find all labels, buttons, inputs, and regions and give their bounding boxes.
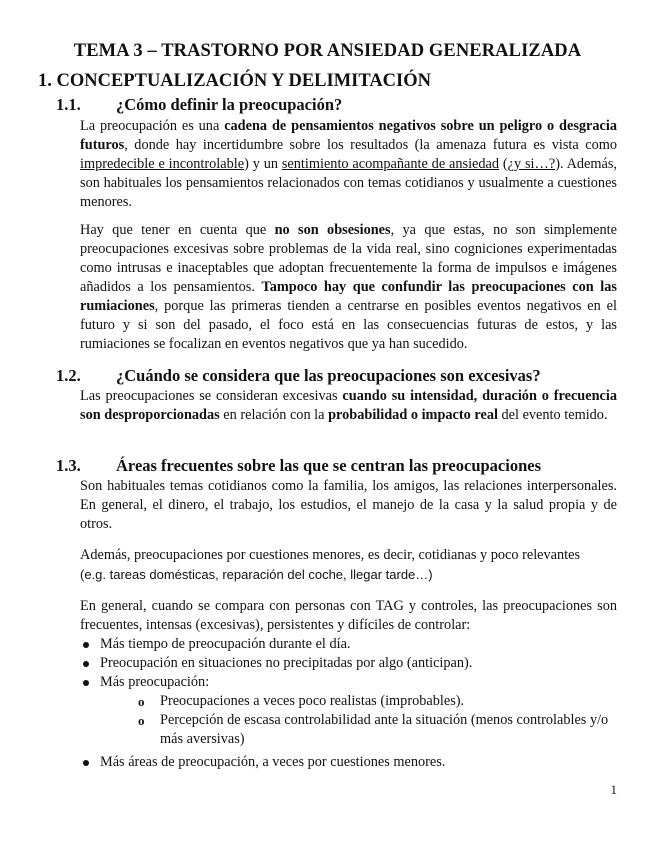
subsection-number: 1.1. bbox=[56, 95, 81, 114]
subsection-heading-1-2 bbox=[56, 366, 541, 386]
page-number: 1 bbox=[610, 782, 617, 797]
subsection-title: Áreas frecuentes sobre las que se centran las preocupaciones bbox=[116, 456, 541, 475]
list-item: Más preocupación: o Preocupaciones a veces poco realistas (improbables). o Percepción de escasa controlabilidad ante la situación (menos controlables y/o más aversivas) bbox=[80, 673, 620, 749]
list-item: Más áreas de preocupación, a veces por cuestiones menores. bbox=[80, 753, 620, 772]
paragraph-1-3-a: Son habituales temas cotidianos como la familia, los amigos, las relaciones interpersonales. En general, el dinero, el trabajo, los estudios, el manejo de la casa y la salud propia y de otros. bbox=[80, 478, 617, 532]
paragraph-1-3-b: Además, preocupaciones por cuestiones menores, es decir, cotidianas y poco relevantes (e.g. tareas domésticas, reparación del coche, llegar tarde…) bbox=[80, 547, 581, 582]
paragraph-1-1-b: Hay que tener en cuenta que no son obsesiones, ya que estas, no son simplemente preocupaciones excesivas sobre problemas de la vida real, sino cogniciones experimentadas como intrusas e inaceptables que adoptan frecuentemente la forma de impulsos e imágenes añadidos a los pensamientos. Tampoco hay que confundir las preocupaciones con las rumiaciones, porque las primeras tienden a centrarse en posibles eventos negativos en el futuro y si son del pasado, el foco está en las consecuencias futuras de estos, y las rumiaciones se focalizan en eventos negativos que ya han sucedido. bbox=[80, 222, 617, 352]
subsection-number: 1.3. bbox=[56, 456, 81, 475]
paragraph-1-2: Las preocupaciones se consideran excesivas cuando su intensidad, duración o frecuencia son desproporcionadas en relación con la probabilidad o impacto real del evento temido. bbox=[80, 388, 617, 423]
section-heading-1: 1. CONCEPTUALIZACIÓN Y DELIMITACIÓN bbox=[38, 71, 431, 91]
list-item: Preocupación en situaciones no precipitadas por algo (anticipan). bbox=[80, 654, 620, 673]
bullet-list bbox=[80, 635, 620, 772]
subsection-heading-1-3 bbox=[56, 456, 541, 476]
document-title: TEMA 3 – TRASTORNO POR ANSIEDAD GENERALIZADA bbox=[73, 41, 582, 61]
sub-list-item: o Preocupaciones a veces poco realistas (improbables). bbox=[138, 693, 465, 709]
examples-note: (e.g. tareas domésticas, reparación del coche, llegar tarde…) bbox=[80, 567, 433, 582]
list-item: Más tiempo de preocupación durante el día. bbox=[80, 635, 620, 654]
subsection-heading-1-1 bbox=[56, 95, 342, 115]
paragraph-1-1-a: La preocupación es una cadena de pensamientos negativos sobre un peligro o desgracia futuros, donde hay incertidumbre sobre los resultados (la amenaza futura es vista como impredecible e incontrolable) y un sentimiento acompañante de ansiedad (¿y si…?). Además, son habituales los pensamientos relacionados con temas cotidianos y usualmente a cuestiones menores. bbox=[80, 118, 618, 210]
paragraph-1-3-c: En general, cuando se compara con personas con TAG y controles, las preocupaciones son frecuentes, intensas (excesivas), persistentes y difíciles de controlar: bbox=[80, 598, 617, 633]
subsection-number: 1.2. bbox=[56, 366, 81, 385]
sub-bullet-list bbox=[100, 692, 620, 749]
subsection-title: ¿Cómo definir la preocupación? bbox=[116, 95, 343, 114]
subsection-title: ¿Cuándo se considera que las preocupaciones son excesivas? bbox=[116, 366, 541, 385]
sub-list-item: o Percepción de escasa controlabilidad ante la situación (menos controlables y/o más aversivas) bbox=[138, 712, 609, 747]
